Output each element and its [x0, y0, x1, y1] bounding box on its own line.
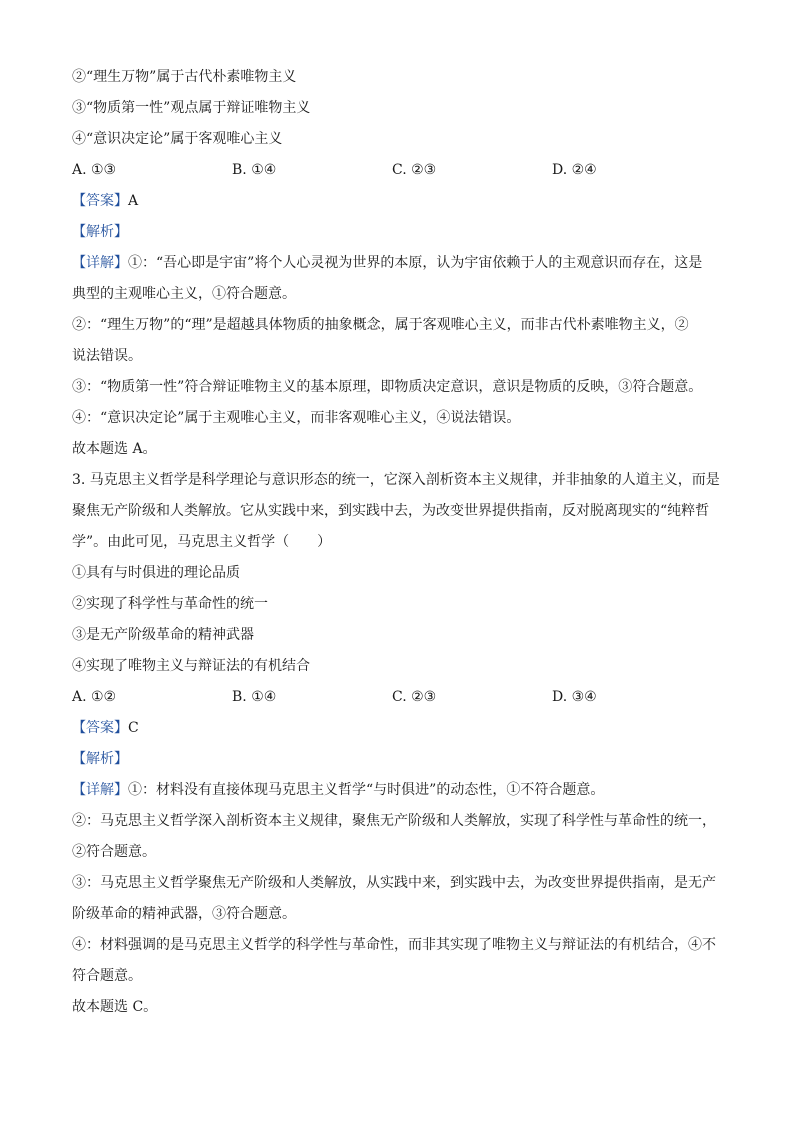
q3-detail-4-cont: 符合题意。	[72, 968, 142, 984]
q2-detail-4: ④：“意识决定论”属于主观唯心主义，而非客观唯心主义，④说法错误。	[72, 410, 521, 426]
q3-option-1: ①具有与时俱进的理论品质	[72, 565, 240, 581]
q3-answer-label: 【答案】	[72, 720, 128, 736]
q3-detail-label: 【详解】	[72, 782, 128, 798]
q2-answer-label: 【答案】	[72, 193, 128, 209]
q2-choice-b: B. ①④	[232, 162, 277, 178]
q2-detail-3: ③：“物质第一性”符合辩证唯物主义的基本原理，即物质决定意识，意识是物质的反映，③符合题意。	[72, 379, 703, 395]
q2-detail-1-cont: 典型的主观唯心主义，①符合题意。	[72, 286, 296, 302]
q2-choice-a: A. ①③	[72, 162, 117, 178]
q2-detail-2: ②：“理生万物”的“理”是超越具体物质的抽象概念，属于客观唯心主义，而非古代朴素唯物主义，②	[72, 317, 689, 333]
q3-choice-d: D. ③④	[552, 689, 597, 705]
q2-statement-3: ③“物质第一性”观点属于辩证唯物主义	[72, 100, 311, 116]
q3-answer	[72, 713, 724, 744]
q3-analysis-label: 【解析】	[72, 751, 128, 767]
q3-detail-1	[72, 775, 724, 806]
q3-stem-line-1: 3. 马克思主义哲学是科学理论与意识形态的统一，它深入剖析资本主义规律，并非抽象的人道主义，而是	[72, 472, 720, 488]
q2-answer-value: A	[128, 193, 139, 209]
q3-choice-c: C. ②③	[392, 689, 437, 705]
q3-stem-line-2: 聚焦无产阶级和人类解放。它从实践中来，到实践中去，为改变世界提供指南，反对脱离现实的“纯粹哲	[72, 503, 710, 519]
q2-answer	[72, 186, 724, 217]
q2-statement-2: ②“理生万物”属于古代朴素唯物主义	[72, 69, 297, 85]
q3-answer-value: C	[128, 720, 139, 736]
q3-detail-2-cont: ②符合题意。	[72, 844, 156, 860]
q2-conclusion: 故本题选 A。	[72, 441, 157, 457]
q2-choice-d: D. ②④	[552, 162, 597, 178]
q3-choices	[72, 682, 724, 713]
q3-choice-b: B. ①④	[232, 689, 277, 705]
q3-option-4: ④实现了唯物主义与辩证法的有机结合	[72, 658, 310, 674]
q3-option-3: ③是无产阶级革命的精神武器	[72, 627, 254, 643]
q3-choice-a: A. ①②	[72, 689, 117, 705]
q2-detail-label: 【详解】	[72, 255, 128, 271]
document-page	[72, 62, 724, 1023]
q2-choices	[72, 155, 724, 186]
q3-detail-4: ④：材料强调的是马克思主义哲学的科学性与革命性，而非其实现了唯物主义与辩证法的有机结合，④不	[72, 937, 716, 953]
q2-analysis-label: 【解析】	[72, 224, 128, 240]
q2-detail-1	[72, 248, 724, 279]
q2-choice-c: C. ②③	[392, 162, 437, 178]
q3-detail-2: ②：马克思主义哲学深入剖析资本主义规律，聚焦无产阶级和人类解放，实现了科学性与革命性的统一，	[72, 813, 716, 829]
q3-conclusion: 故本题选 C。	[72, 999, 158, 1015]
q3-stem-line-3: 学”。由此可见，马克思主义哲学（ ）	[72, 534, 332, 550]
q2-statement-4: ④“意识决定论”属于客观唯心主义	[72, 131, 283, 147]
q3-detail-1-text: ①：材料没有直接体现马克思主义哲学“与时俱进”的动态性，①不符合题意。	[128, 782, 605, 798]
q3-detail-3-cont: 阶级革命的精神武器，③符合题意。	[72, 906, 296, 922]
q3-option-2: ②实现了科学性与革命性的统一	[72, 596, 268, 612]
q2-detail-1-text: ①：“吾心即是宇宙”将个人心灵视为世界的本原，认为宇宙依赖于人的主观意识而存在，这是	[128, 255, 703, 271]
q2-detail-2-cont: 说法错误。	[72, 348, 142, 364]
q3-detail-3: ③：马克思主义哲学聚焦无产阶级和人类解放，从实践中来，到实践中去，为改变世界提供指南，是无产	[72, 875, 716, 891]
